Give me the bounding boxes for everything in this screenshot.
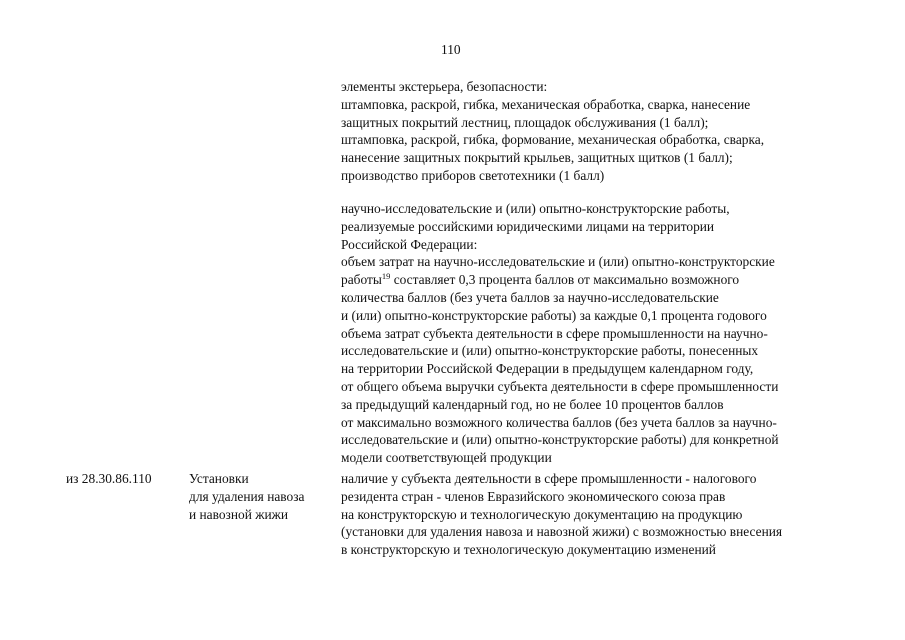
footnoted-word: работы: [341, 272, 382, 288]
product-name-line: Установки: [189, 471, 249, 486]
text-line: исследовательские и (или) опытно-конструкторские работы, понесенных: [341, 343, 759, 359]
text-line-remainder: составляет 0,3 процента баллов от максимально возможного: [393, 272, 740, 288]
product-name: [189, 470, 304, 523]
text-line: наличие у субъекта деятельности в сфере промышленности - налогового: [341, 471, 757, 486]
text-line: объем затрат на научно-исследовательские и (или) опытно-конструкторские: [341, 254, 775, 270]
text-line: модели соответствующей продукции: [341, 450, 552, 466]
text-line: объема затрат субъекта деятельности в сфере промышленности на научно-: [341, 325, 768, 341]
rnd-requirements-block: [341, 200, 861, 467]
text-line: на территории Российской Федерации в предыдущем календарном году,: [341, 361, 754, 377]
footnote-reference: 19: [381, 271, 391, 282]
text-line: нанесение защитных покрытий крыльев, защитных щитков (1 балл);: [341, 150, 733, 166]
product-requirements-block: [341, 470, 861, 559]
text-line: научно-исследовательские и (или) опытно-конструкторские работы,: [341, 201, 730, 216]
text-line-with-footnote: [341, 271, 861, 289]
text-line: Российской Федерации:: [341, 236, 478, 252]
text-line: от общего объема выручки субъекта деятельности в сфере промышленности: [341, 378, 779, 394]
product-name-line: для удаления навоза: [189, 488, 305, 504]
text-line: резидента стран - членов Евразийского экономического союза прав: [341, 488, 726, 504]
text-line: элементы экстерьера, безопасности:: [341, 79, 548, 94]
text-line: реализуемые российскими юридическими лицами на территории: [341, 218, 715, 234]
text-line: (установки для удаления навоза и навозной жижи) с возможностью внесения: [341, 524, 783, 540]
text-line: на конструкторскую и технологическую документацию на продукцию: [341, 506, 743, 522]
text-line: штамповка, раскрой, гибка, механическая обработка, сварка, нанесение: [341, 96, 751, 112]
page-number: 110: [441, 42, 461, 57]
requirements-continuation-block: [341, 78, 861, 185]
product-code: из 28.30.86.110: [66, 471, 152, 486]
text-line: от максимально возможного количества баллов (без учета баллов за научно-: [341, 414, 777, 430]
text-line: исследовательские и (или) опытно-конструкторские работы) для конкретной: [341, 432, 779, 448]
text-line: за предыдущий календарный год, но не более 10 процентов баллов: [341, 396, 724, 412]
text-line: защитных покрытий лестниц, площадок обслуживания (1 балл);: [341, 114, 709, 130]
text-line: производство приборов светотехники (1 балл): [341, 167, 605, 183]
text-line: и (или) опытно-конструкторские работы) за каждые 0,1 процента годового: [341, 307, 767, 323]
product-name-line: и навозной жижи: [189, 506, 289, 522]
text-line: в конструкторскую и технологическую документацию изменений: [341, 542, 716, 558]
text-line: количества баллов (без учета баллов за научно-исследовательские: [341, 289, 719, 305]
text-line: штамповка, раскрой, гибка, формование, механическая обработка, сварка,: [341, 132, 765, 148]
